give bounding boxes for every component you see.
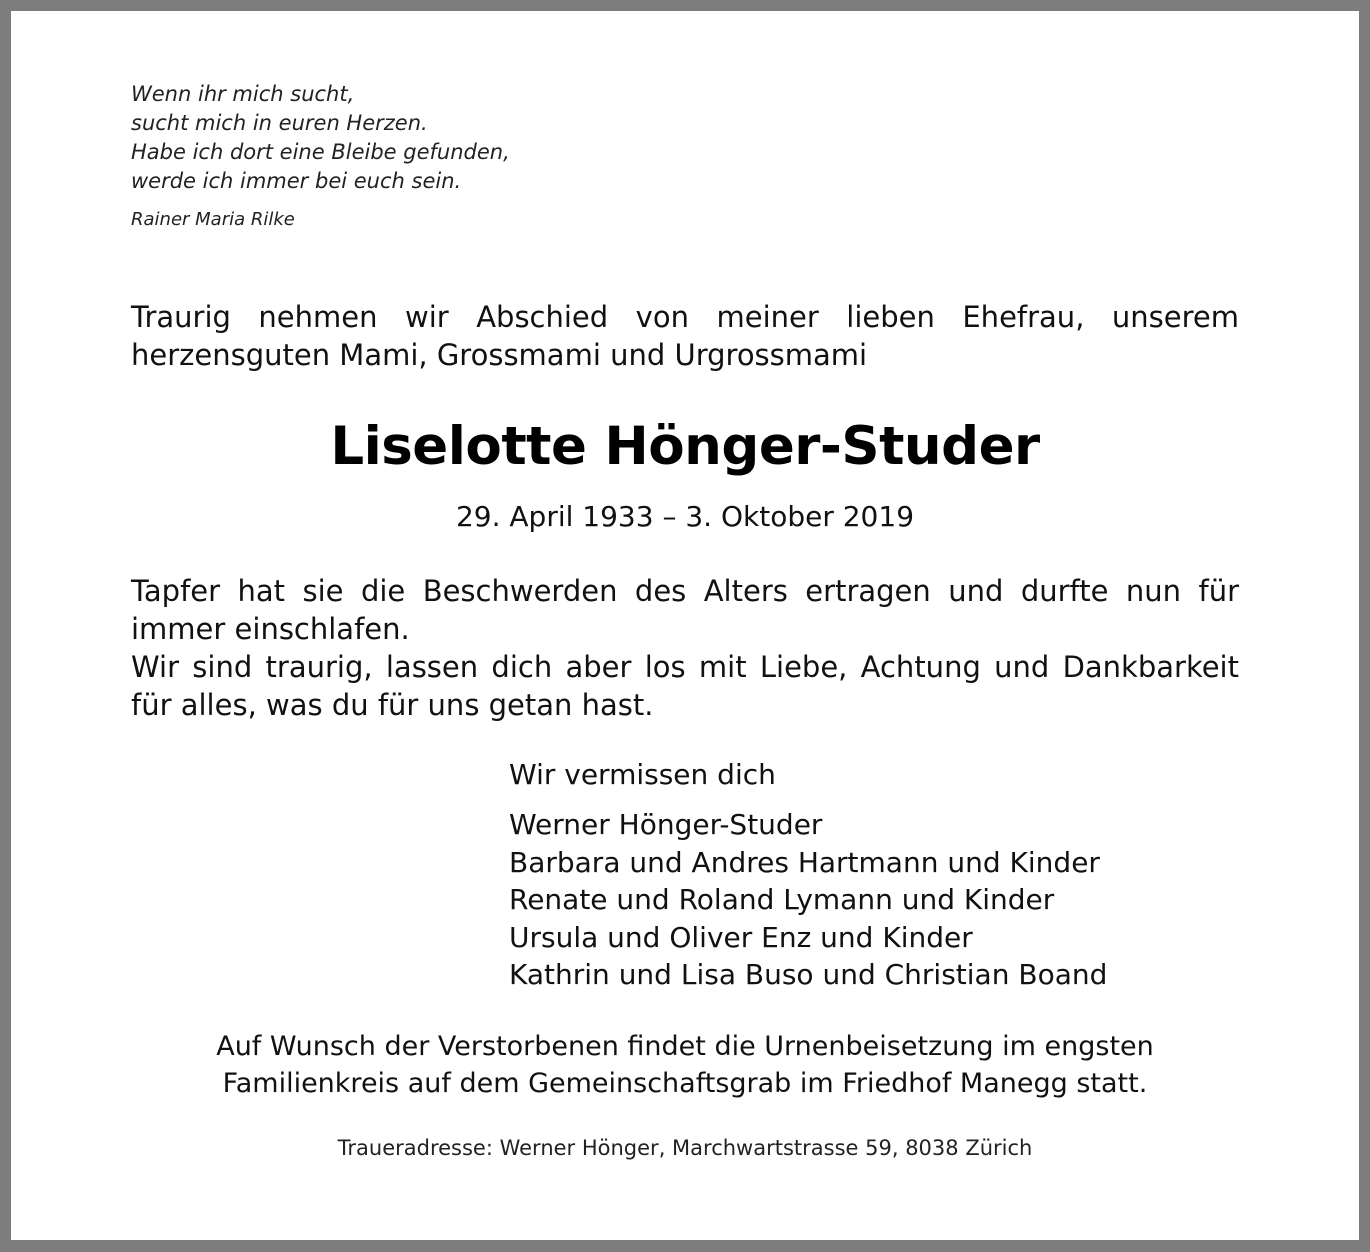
mourner-name: Werner Hönger-Studer [509, 808, 823, 841]
tribute-text [131, 572, 1239, 724]
mourners-list [509, 806, 1107, 994]
life-dates: 29. April 1933 – 3. Oktober 2019 [455, 500, 915, 533]
mourner-name: Ursula und Oliver Enz und Kinder [509, 920, 973, 954]
deceased-name: Liselotte Hönger-Studer [330, 416, 1040, 477]
poem-author: Rainer Maria Rilke [131, 209, 295, 230]
intro-text [131, 298, 1239, 374]
mourner-name: Barbara und Andres Hartmann und Kinder [509, 845, 1100, 879]
tribute-line: für alles, was du für uns getan hast. [131, 688, 654, 722]
mourners-heading: Wir vermissen dich [509, 758, 776, 791]
tribute-line: Wir sind traurig, lassen dich aber los mit Liebe, Achtung und Dankbarkeit [131, 650, 1239, 684]
intro-line: Traurig nehmen wir Abschied von meiner lieben Ehefrau, unserem [131, 300, 1239, 334]
tribute-line: Tapfer hat sie die Beschwerden des Alters ertragen und durfte nun für [131, 574, 1239, 608]
notice-line: Familienkreis auf dem Gemeinschaftsgrab im Friedhof Manegg statt. [222, 1068, 1148, 1099]
tribute-line: immer einschlafen. [131, 612, 410, 646]
poem-line: sucht mich in euren Herzen. [131, 111, 428, 135]
mourning-address: Traueradresse: Werner Hönger, Marchwartstrasse 59, 8038 Zürich [337, 1136, 1033, 1160]
mourner-name: Renate und Roland Lymann und Kinder [509, 883, 1055, 916]
mourner-name: Kathrin und Lisa Buso und Christian Boand [509, 958, 1108, 991]
notice-line: Auf Wunsch der Verstorbenen findet die Urnenbeisetzung im engsten [216, 1031, 1154, 1062]
burial-notice [11, 1028, 1359, 1102]
poem-line: Habe ich dort eine Bleibe gefunden, [131, 140, 510, 164]
obituary-page [11, 11, 1359, 1240]
poem [131, 80, 510, 196]
poem-line: Wenn ihr mich sucht, [131, 82, 355, 106]
intro-line: herzensguten Mami, Grossmami und Urgrossmami [131, 338, 868, 372]
poem-line: werde ich immer bei euch sein. [131, 169, 462, 193]
